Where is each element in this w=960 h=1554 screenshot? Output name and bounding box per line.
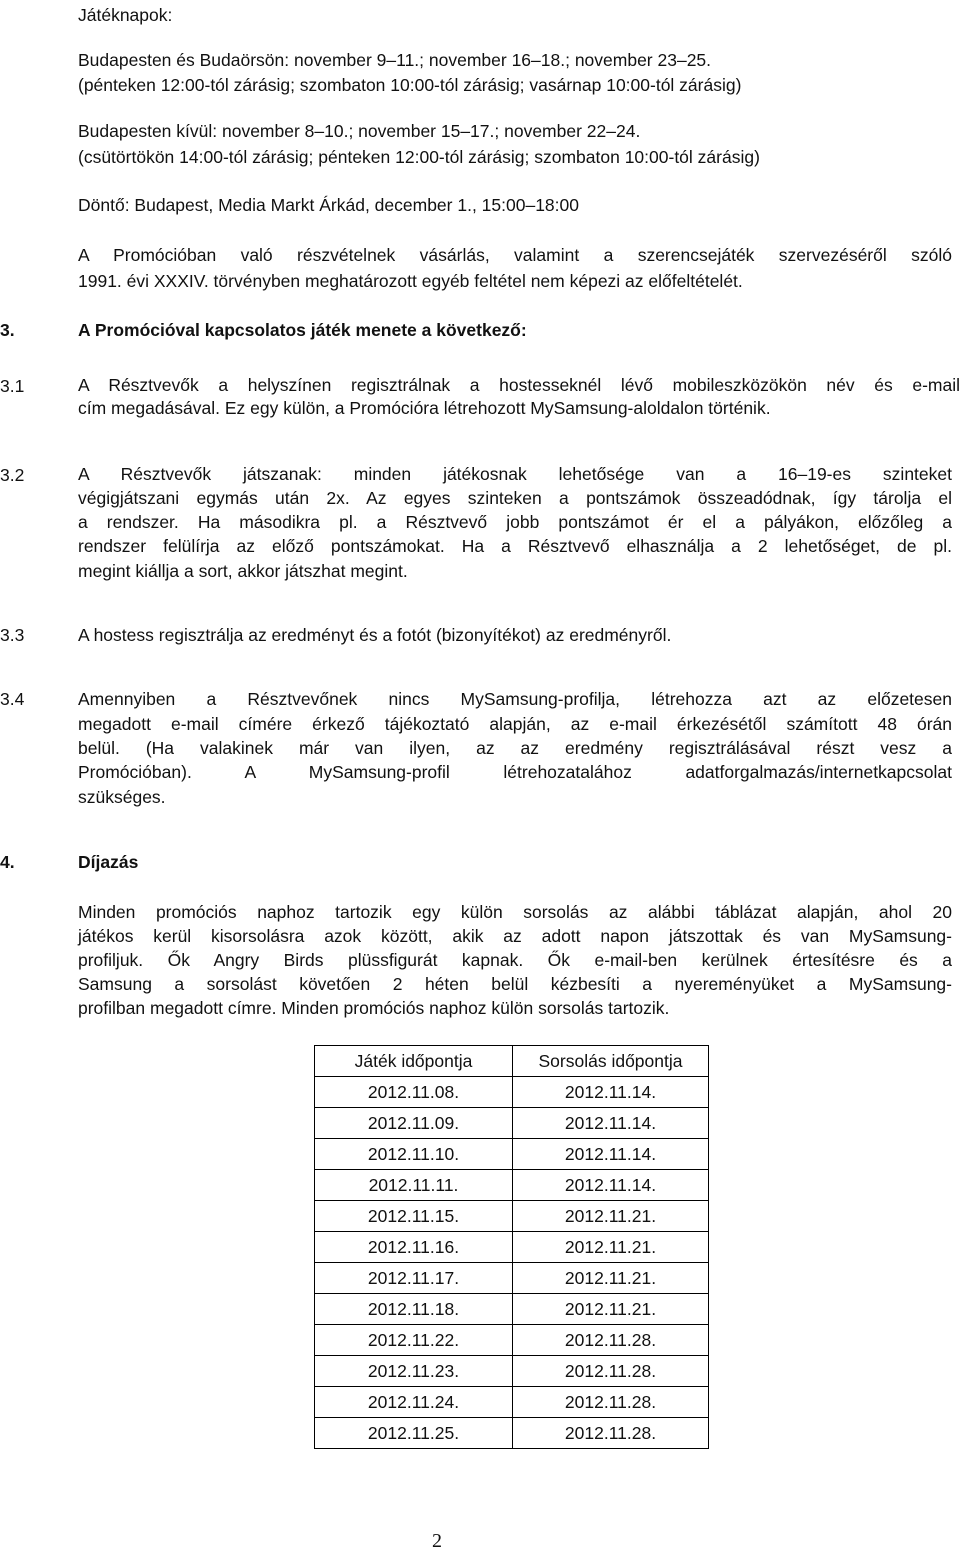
- table-row: [315, 1201, 709, 1232]
- condition-line-2: 1991. évi XXXIV. törvényben meghatározott egyéb feltétel nem képezi az előfeltételét.: [78, 271, 743, 291]
- draw-date-cell: 2012.11.21.: [513, 1232, 709, 1263]
- table-row: [315, 1387, 709, 1418]
- table-header-row: [315, 1046, 709, 1077]
- header-draw-date: Sorsolás időpontja: [513, 1046, 709, 1077]
- game-date-cell: 2012.11.25.: [315, 1418, 513, 1449]
- game-date-cell: 2012.11.24.: [315, 1387, 513, 1418]
- page-number: 2: [432, 1530, 442, 1552]
- paragraph-line: profiljuk. Ők Angry Birds plüssfigurát kapnak. Ők e-mail-ben kerülnek értesítésre és a: [78, 950, 952, 970]
- game-date-cell: 2012.11.16.: [315, 1232, 513, 1263]
- game-date-cell: 2012.11.08.: [315, 1077, 513, 1108]
- final-event: Döntő: Budapest, Media Markt Árkád, december 1., 15:00–18:00: [78, 195, 579, 215]
- item-number: 3.3: [0, 625, 25, 645]
- game-date-cell: 2012.11.09.: [315, 1108, 513, 1139]
- draw-date-cell: 2012.11.21.: [513, 1263, 709, 1294]
- draw-date-cell: 2012.11.28.: [513, 1356, 709, 1387]
- budapest-budaors-dates: Budapesten és Budaörsön: november 9–11.; november 16–18.; november 23–25.: [78, 50, 712, 70]
- table-row: [315, 1294, 709, 1325]
- game-date-cell: 2012.11.22.: [315, 1325, 513, 1356]
- item-line: megadott e-mail címére érkező tájékoztató alapján, az e-mail érkezésétől számított 48 órán: [78, 714, 952, 734]
- paragraph-line: Minden promóciós naphoz tartozik egy külön sorsolás az alábbi táblázat alapján, ahol 20: [78, 902, 952, 922]
- game-days-heading: Játéknapok:: [78, 5, 173, 25]
- table-row: [315, 1263, 709, 1294]
- item-line: a rendszer. Ha másodikra pl. a Résztvevő jobb pontszámot ér el a pályákon, előzőleg a: [78, 512, 952, 532]
- item-line: végigjátszani egymás után 2x. Az egyes szinteken a pontszámok összeadódnak, így tárolja el: [78, 488, 952, 508]
- outside-budapest-hours: (csütörtökön 14:00-tól zárásig; pénteken 12:00-tól zárásig; szombaton 10:00-tól zárásig): [78, 147, 760, 167]
- draw-date-cell: 2012.11.28.: [513, 1418, 709, 1449]
- game-date-cell: 2012.11.18.: [315, 1294, 513, 1325]
- table-row: [315, 1108, 709, 1139]
- item-line: rendszer felülírja az előző pontszámokat. Ha a Résztvevő elhasználja a 2 lehetőséget, de pl.: [78, 536, 952, 556]
- game-date-cell: 2012.11.23.: [315, 1356, 513, 1387]
- draw-date-cell: 2012.11.21.: [513, 1294, 709, 1325]
- draw-date-cell: 2012.11.14.: [513, 1108, 709, 1139]
- draw-date-cell: 2012.11.28.: [513, 1387, 709, 1418]
- section-3-number: 3.: [0, 320, 15, 340]
- draw-schedule-table: [314, 1045, 709, 1449]
- item-number: 3.4: [0, 689, 25, 709]
- item-line: A Résztvevők játszanak: minden játékosnak lehetősége van a 16–19-es szinteket: [78, 464, 952, 484]
- item-line: megint kiállja a sort, akkor játszhat megint.: [78, 561, 408, 581]
- table-row: [315, 1077, 709, 1108]
- item-number: 3.1: [0, 376, 25, 396]
- game-date-cell: 2012.11.17.: [315, 1263, 513, 1294]
- draw-date-cell: 2012.11.28.: [513, 1325, 709, 1356]
- draw-date-cell: 2012.11.21.: [513, 1201, 709, 1232]
- draw-date-cell: 2012.11.14.: [513, 1139, 709, 1170]
- item-number: 3.2: [0, 465, 25, 485]
- section-3-title: A Promócióval kapcsolatos játék menete a következő:: [78, 320, 527, 340]
- game-date-cell: 2012.11.10.: [315, 1139, 513, 1170]
- header-game-date: Játék időpontja: [315, 1046, 513, 1077]
- section-4-title: Díjazás: [78, 852, 139, 872]
- draw-date-cell: 2012.11.14.: [513, 1170, 709, 1201]
- budapest-budaors-hours: (pénteken 12:00-tól zárásig; szombaton 10:00-tól zárásig; vasárnap 10:00-tól zárásig): [78, 75, 742, 95]
- table-row: [315, 1170, 709, 1201]
- table-row: [315, 1232, 709, 1263]
- paragraph-line: Samsung a sorsolást követően 2 héten belül kézbesíti a nyereményüket a MySamsung-: [78, 974, 952, 994]
- table-row: [315, 1356, 709, 1387]
- item-line: A hostess regisztrálja az eredményt és a fotót (bizonyítékot) az eredményről.: [78, 625, 672, 645]
- item-line: cím megadásával. Ez egy külön, a Promócióra létrehozott MySamsung-aloldalon történik.: [78, 398, 771, 418]
- draw-date-cell: 2012.11.14.: [513, 1077, 709, 1108]
- item-line: Promócióban). A MySamsung-profil létrehozatalához adatforgalmazás/internetkapcsolat: [78, 762, 952, 782]
- paragraph-line: játékos kerül kisorsolásra azok között, akik az adott napon játszottak és van MySamsung-: [78, 926, 952, 946]
- item-line: A Résztvevők a helyszínen regisztrálnak a hostesseknél lévő mobileszközökön név és e-mail: [78, 375, 960, 395]
- table-row: [315, 1418, 709, 1449]
- paragraph-line: profilban megadott címre. Minden promóciós naphoz külön sorsolás tartozik.: [78, 998, 670, 1018]
- item-line: belül. (Ha valakinek már van ilyen, az az eredmény regisztrálásával részt vesz a: [78, 738, 952, 758]
- game-date-cell: 2012.11.11.: [315, 1170, 513, 1201]
- item-line: szükséges.: [78, 787, 166, 807]
- condition-line-1: A Promócióban való részvételnek vásárlás, valamint a szerencsejáték szervezéséről szóló: [78, 245, 952, 265]
- table-row: [315, 1325, 709, 1356]
- item-line: Amennyiben a Résztvevőnek nincs MySamsung-profilja, létrehozza azt az előzetesen: [78, 689, 952, 709]
- game-date-cell: 2012.11.15.: [315, 1201, 513, 1232]
- table-row: [315, 1139, 709, 1170]
- outside-budapest-dates: Budapesten kívül: november 8–10.; november 15–17.; november 22–24.: [78, 121, 641, 141]
- section-4-number: 4.: [0, 852, 15, 872]
